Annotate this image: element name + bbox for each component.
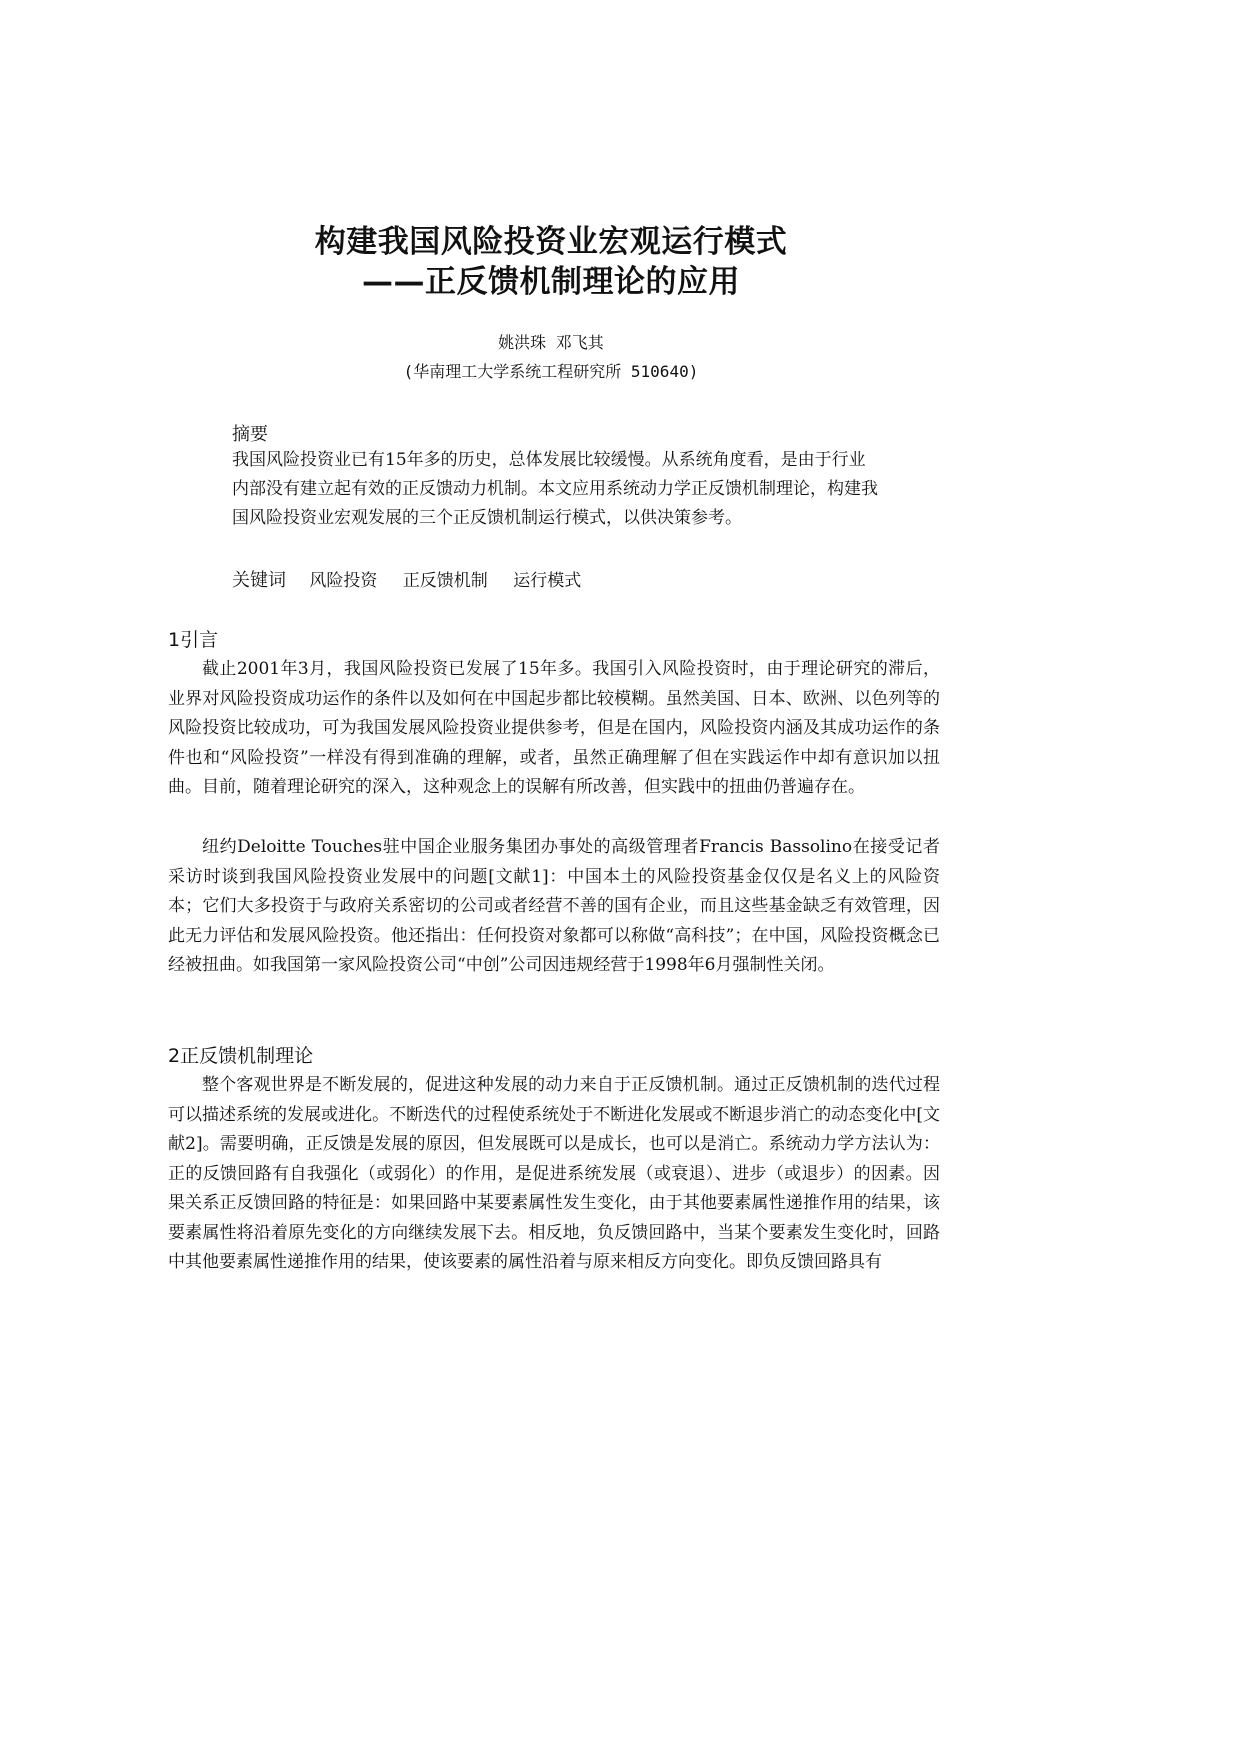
paper-subtitle: ——正反馈机制理论的应用: [362, 264, 740, 300]
paper-title: 构建我国风险投资业宏观运行模式: [314, 224, 788, 260]
section-heading-introduction: 1引言: [168, 629, 219, 651]
section-heading-feedback-theory: 2正反馈机制理论: [168, 1045, 314, 1067]
authors: 姚洪珠 邓飞其: [498, 333, 604, 352]
body-paragraph: 整个客观世界是不断发展的，促进这种发展的动力来自于正反馈机制。通过正反馈机制的迭代过程可以描述系统的发展或进化。不断迭代的过程使系统处于不断进化发展或不断退步消亡的动态变化中[文献2]。需要明确，正反馈是发展的原因，但发展既可以是成长，也可以是消亡。系统动力学方法认为：正的反馈回路有自我强化（或弱化）的作用，是促进系统发展（或衰退）、进步（或退步）的因素。因果关系正反馈回路的特征是：如果回路中某要素属性发生变化，由于其他要素属性递推作用的结果，该要素属性将沿着原先变化的方向继续发展下去。相反地，负反馈回路中，当某个要素发生变化时，回路中其他要素属性递推作用的结果，使该要素的属性沿着与原来相反方向变化。即负反馈回路具有: [168, 1075, 940, 1272]
body-paragraph: 纽约Deloitte Touches驻中国企业服务集团办事处的高级管理者Francis Bassolino在接受记者采访时谈到我国风险投资业发展中的问题[文献1]：中国本土的风险投资基金仅仅是名义上的风险资本；它们大多投资于与政府关系密切的公司或者经营不善的国有企业，而且这些基金缺乏有效管理，因此无力评估和发展风险投资。他还指出：任何投资对象都可以称做“高科技”；在中国，风险投资概念已经被扭曲。如我国第一家风险投资公司“中创”公司因违规经营于1998年6月强制性关闭。: [168, 837, 940, 975]
keyword-item: 风险投资: [309, 571, 378, 591]
affiliation: (华南理工大学系统工程研究所 510640): [403, 362, 699, 381]
abstract-heading: 摘要: [232, 424, 268, 445]
body-paragraph: 截止2001年3月，我国风险投资已发展了15年多。我国引入风险投资时，由于理论研究的滞后，业界对风险投资成功运作的条件以及如何在中国起步都比较模糊。虽然美国、日本、欧洲、以色列等的风险投资比较成功，可为我国发展风险投资业提供参考，但是在国内，风险投资内涵及其成功运作的条件也和“风险投资”一样没有得到准确的理解，或者，虽然正确理解了但在实践运作中却有意识加以扭曲。目前，随着理论研究的深入，这种观念上的误解有所改善，但实践中的扭曲仍普遍存在。: [168, 659, 940, 797]
keywords-label: 关键词: [232, 570, 286, 591]
abstract-text: 我国风险投资业已有15年多的历史，总体发展比较缓慢。从系统角度看，是由于行业内部没有建立起有效的正反馈动力机制。本文应用系统动力学正反馈机制理论，构建我国风险投资业宏观发展的三个正反馈机制运行模式，以供决策参考。: [232, 450, 878, 528]
keyword-item: 运行模式: [513, 571, 582, 591]
keyword-item: 正反馈机制: [402, 571, 488, 591]
keywords: [232, 566, 601, 592]
